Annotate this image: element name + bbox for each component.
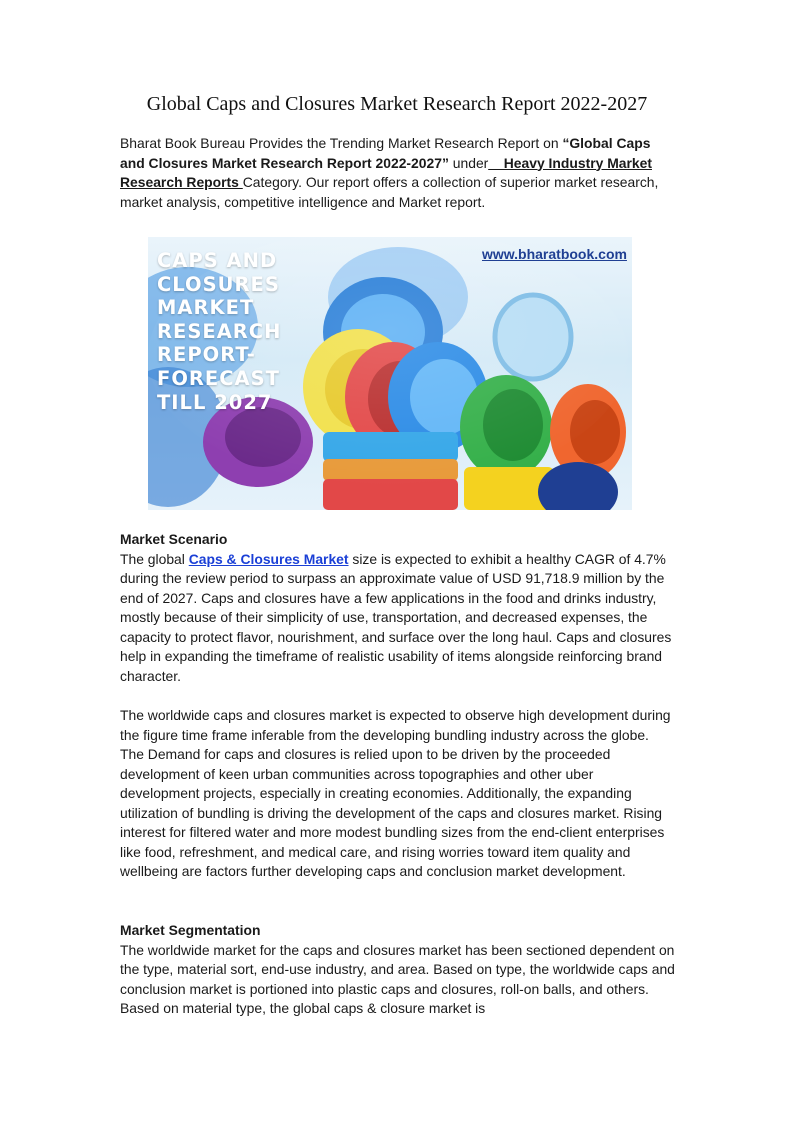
intro-text-end: Category. Our report offers a collection of superior market research, market analysis, competitive intelligence and Market report. (120, 174, 659, 210)
scenario-text-start: The global (120, 550, 189, 567)
market-scenario-section (120, 530, 676, 686)
segmentation-text: The worldwide market for the caps and closures market has been sectioned dependent on the type, material sort, end-use industry, and area. Based on type, the worldwide caps and conclusion market is portioned into plastic caps and closures, roll-on balls, and others. Based on material type, the global caps & closure market is (120, 941, 675, 1016)
market-development-paragraph: The worldwide caps and closures market is expected to observe high development during the figure time frame inferable from the developing bundling industry across the globe. The Demand for caps and closures is relied upon to be driven by the proceeded development of keen urban communities across topographies and other uber development projects, especially in creating economies. Additionally, the expanding utilization of bundling is driving the development of the caps and closures market. Rising interest for filtered water and more modest bundling sizes from the end-client enterprises like food, refreshment, and medical care, and rising worries toward item quality and wellbeing are factors further developing caps and conclusion market development. (120, 707, 671, 879)
intro-under: under (448, 154, 489, 171)
banner-url: www.bharatbook.com (482, 246, 627, 262)
market-segmentation-section (120, 921, 676, 1019)
scenario-text: size is expected to exhibit a healthy CAGR of 4.7% during the review period to surpass an approximate value of USD 91,718.9 million by the end of 2027. Caps and closures have a few applications in the food and drinks industry, mostly because of their simplicity of use, transportation, and decreased expenses, the capacity to protect flavor, nourishment, and surface over the long haul. Caps and closures help in expanding the timeframe of realistic usability of items alongside reinforcing brand character. (120, 550, 672, 684)
banner-title: CAPS AND CLOSURES MARKET RESEARCH REPORT- FORECAST TILL 2027 (157, 249, 282, 414)
market-scenario-heading: Market Scenario (120, 531, 228, 547)
intro-report-title: “Global Caps and Closures Market Research Report 2022-2027” (120, 135, 651, 171)
market-segmentation-heading: Market Segmentation (120, 922, 261, 938)
heavy-industry-link[interactable]: __Heavy Industry Market Research Reports (120, 154, 652, 190)
intro-paragraph (120, 134, 676, 212)
report-banner-image (148, 237, 632, 510)
intro-text: Bharat Book Bureau Provides the Trending Market Research Report on (120, 135, 563, 151)
page-title: Global Caps and Closures Market Research Report 2022-2027 (146, 93, 648, 115)
caps-closures-market-link[interactable]: Caps & Closures Market (188, 550, 349, 567)
